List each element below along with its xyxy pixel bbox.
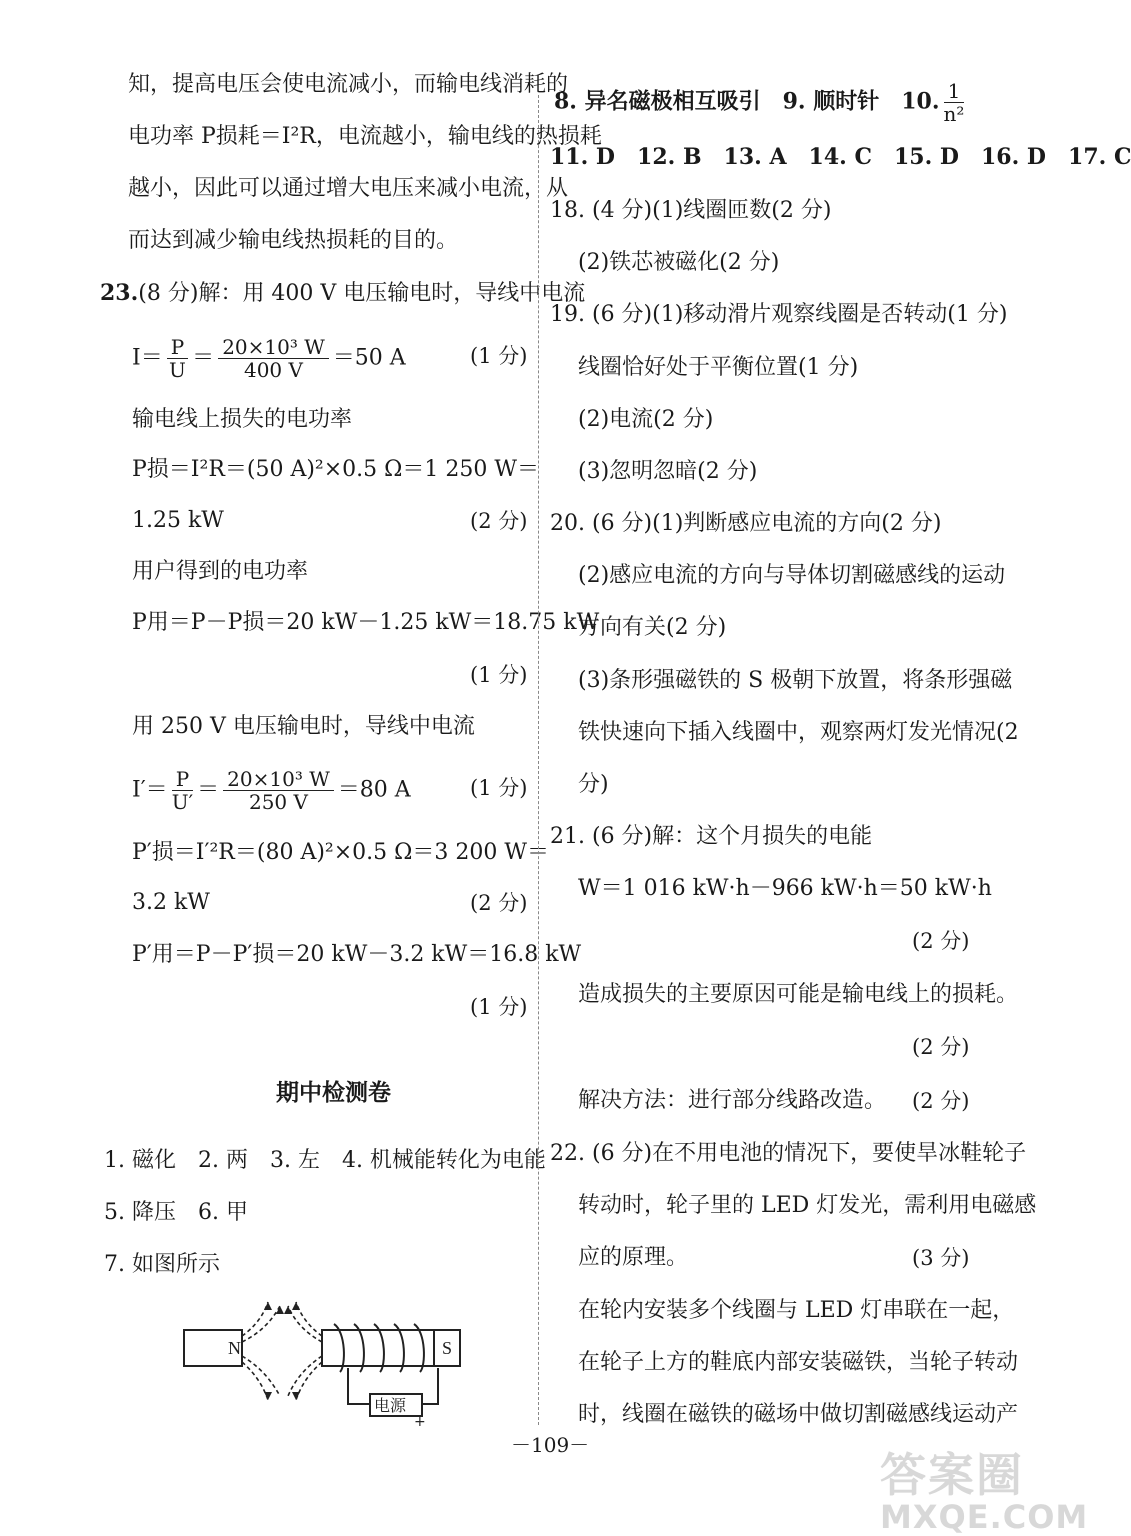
score: (2 分) <box>470 891 528 915</box>
fraction <box>172 768 193 813</box>
text-line: 输电线上损失的电功率 <box>132 407 353 432</box>
score: (2 分) <box>912 1035 970 1059</box>
equation-loss-cont: 1.25 kW <box>132 508 224 533</box>
text-line: 而达到减少输电线热损耗的目的。 <box>128 228 459 253</box>
score: (1 分) <box>470 344 528 368</box>
fraction <box>167 336 188 381</box>
frac-den: 250 V <box>248 790 308 814</box>
score: (1 分) <box>470 663 528 687</box>
question-18: 18. (4 分)(1)线圈匝数(2 分) <box>550 198 832 223</box>
equation-user-250v: P′用＝P－P′损＝20 kW－3.2 kW＝16.8 kW <box>132 942 582 967</box>
score: (2 分) <box>912 1089 970 1113</box>
text-line: (2)感应电流的方向与导体切割磁感线的运动 <box>578 563 1006 588</box>
score: (1 分) <box>470 995 528 1019</box>
eq-lhs: I＝ <box>132 345 163 371</box>
question-text: (8 分)解：用 400 V 电压输电时，导线中电流 <box>138 281 586 306</box>
answer-7: 7. 如图所示 <box>104 1252 220 1277</box>
column-divider <box>538 95 539 1425</box>
equation-loss: P损＝I²R＝(50 A)²×0.5 Ω＝1 250 W＝ <box>132 457 539 482</box>
text-line: 在轮内安装多个线圈与 LED 灯串联在一起， <box>578 1298 1015 1323</box>
frac-num: 20×10³ W <box>218 336 329 359</box>
question-21: 21. (6 分)解：这个月损失的电能 <box>550 824 873 849</box>
eq-rhs: ＝50 A <box>332 345 406 371</box>
frac-den: U <box>169 358 186 382</box>
text-line: (3)忽明忽暗(2 分) <box>578 459 758 484</box>
eq-mid: ＝ <box>197 777 220 803</box>
text-line: 时，线圈在磁铁的磁场中做切割磁感线运动产 <box>578 1402 1019 1427</box>
text-line: 转动时，轮子里的 LED 灯发光，需利用电磁感 <box>578 1193 1037 1218</box>
question-22: 22. (6 分)在不用电池的情况下，要使旱冰鞋轮子 <box>550 1141 1027 1166</box>
equation-energy: W＝1 016 kW·h－966 kW·h＝50 kW·h <box>578 876 992 901</box>
answers-5-6: 5. 降压 6. 甲 <box>104 1200 248 1225</box>
page-number: －109－ <box>511 1433 590 1457</box>
text-line: (3)条形强磁铁的 S 极朝下放置，将条形强磁 <box>578 668 1013 693</box>
answers-1-4: 1. 磁化 2. 两 3. 左 4. 机械能转化为电能 <box>104 1148 546 1173</box>
answers-11-17: 11. D 12. B 13. A 14. C 15. D 16. D 17. C <box>550 144 1131 170</box>
equation-loss-250v-cont: 3.2 kW <box>132 890 210 915</box>
section-title: 期中检测卷 <box>276 1079 391 1106</box>
frac-num: P <box>167 336 188 359</box>
text-line: 知，提高电压会使电流减小，而输电线消耗的 <box>128 72 569 97</box>
text-line: 方向有关(2 分) <box>578 615 727 640</box>
text-line: (2)铁芯被磁化(2 分) <box>578 250 780 275</box>
electromagnet-figure <box>176 1296 466 1430</box>
text-line: 解决方法：进行部分线路改造。 <box>578 1088 887 1113</box>
text-line: 用 250 V 电压输电时，导线中电流 <box>132 714 475 739</box>
text-line: 造成损失的主要原因可能是输电线上的损耗。 <box>578 982 1019 1007</box>
text-line: 分) <box>578 772 609 797</box>
text-line: 用户得到的电功率 <box>132 559 309 584</box>
eq-mid: ＝ <box>192 345 215 371</box>
eq-rhs: ＝80 A <box>337 777 411 803</box>
frac-num: 20×10³ W <box>223 768 334 791</box>
text-line: 应的原理。 <box>578 1245 689 1270</box>
text-line: 线圈恰好处于平衡位置(1 分) <box>578 355 859 380</box>
watermark-cn: 答案圈 <box>880 1448 1024 1502</box>
answers-8-10 <box>554 80 968 125</box>
positive-terminal-label: + <box>414 1414 426 1430</box>
question-19: 19. (6 分)(1)移动滑片观察线圈是否转动(1 分) <box>550 302 1008 327</box>
coil-turns <box>334 1324 424 1372</box>
text-line: 在轮子上方的鞋底内部安装磁铁，当轮子转动 <box>578 1350 1019 1375</box>
frac-num: 1 <box>944 80 965 103</box>
answers-text: 8. 异名磁极相互吸引 9. 顺时针 10. <box>554 88 940 115</box>
score: (3 分) <box>912 1246 970 1270</box>
text-line: (2)电流(2 分) <box>578 407 714 432</box>
frac-den: U′ <box>171 790 194 814</box>
question-number: 23. <box>100 280 139 306</box>
frac-den: n² <box>943 102 965 126</box>
power-source-label: 电源 <box>374 1396 407 1415</box>
score: (2 分) <box>470 509 528 533</box>
watermark-logo <box>880 1450 1088 1534</box>
text-line: 越小，因此可以通过增大电压来减小电流，从 <box>128 176 569 201</box>
equation-current-250v <box>132 768 411 813</box>
score: (1 分) <box>470 776 528 800</box>
solenoid-s-label: S <box>442 1338 453 1358</box>
solenoid-core <box>322 1330 434 1366</box>
text-line: 铁快速向下插入线圈中，观察两灯发光情况(2 <box>578 720 1019 745</box>
watermark-en: MXQE.COM <box>880 1498 1089 1536</box>
fraction <box>223 768 334 813</box>
field-lines <box>242 1302 322 1400</box>
magnet-n-label: N <box>228 1338 241 1358</box>
fraction <box>218 336 329 381</box>
equation-loss-250v: P′损＝I′²R＝(80 A)²×0.5 Ω＝3 200 W＝ <box>132 840 549 865</box>
equation-user: P用＝P－P损＝20 kW－1.25 kW＝18.75 kW <box>132 610 600 635</box>
question-23 <box>100 278 585 309</box>
frac-num: P <box>172 768 193 791</box>
frac-den: 400 V <box>243 358 303 382</box>
fraction <box>944 80 965 125</box>
question-20: 20. (6 分)(1)判断感应电流的方向(2 分) <box>550 511 942 536</box>
text-line: 电功率 P损耗＝I²R，电流越小，输电线的热损耗 <box>128 124 602 149</box>
eq-lhs: I′＝ <box>132 777 168 803</box>
score: (2 分) <box>912 929 970 953</box>
equation-current-400v <box>132 336 406 381</box>
